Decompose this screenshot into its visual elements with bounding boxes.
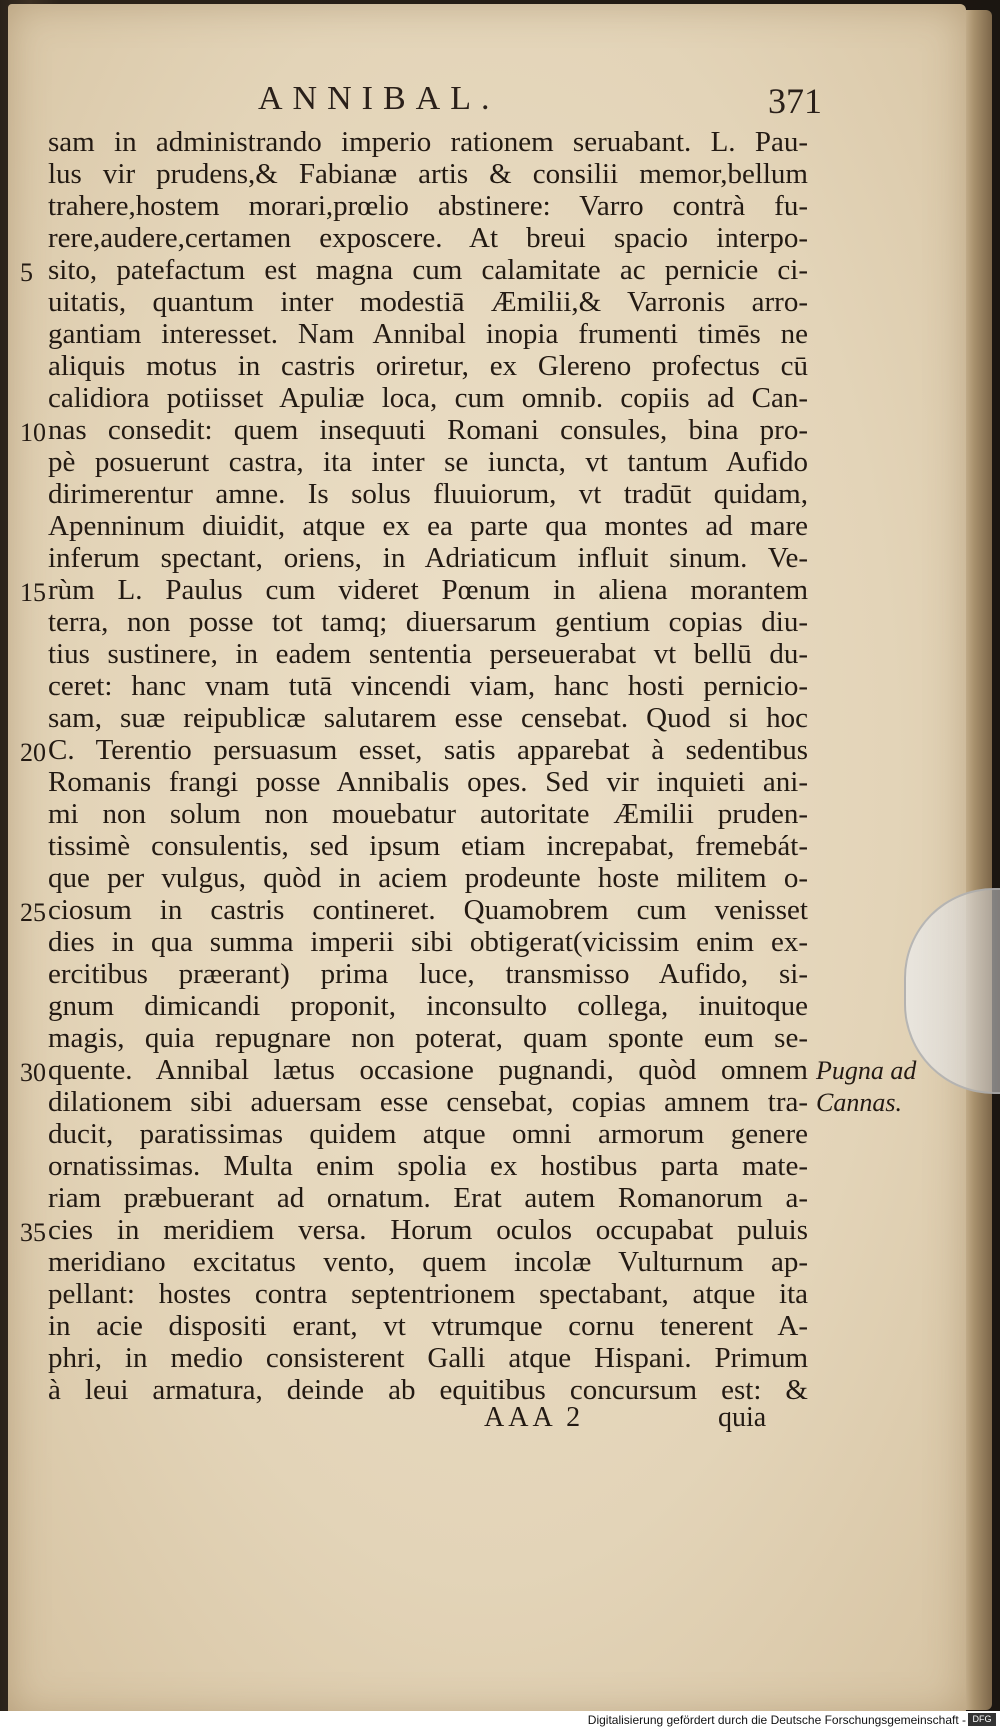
- text-line: pè posuerunt castra, ita inter se iuncta, vt tantum Aufido: [48, 446, 808, 478]
- line-number: 35: [20, 1218, 46, 1247]
- page-header: [50, 80, 850, 130]
- catchword: quia: [718, 1402, 767, 1433]
- text-line: tissimè consulentis, sed ipsum etiam increpabat, fremebát-: [48, 830, 808, 862]
- text-line: quente. Annibal lætus occasione pugnandi, quòd omnem: [48, 1054, 808, 1086]
- line-number: 15: [20, 578, 46, 607]
- text-line: trahere,hostem morari,prœlio abstinere: Varro contrà fu-: [48, 190, 808, 222]
- text-line: pellant: hostes contra septentrionem spectabant, atque ita: [48, 1278, 808, 1310]
- text-line: lus vir prudens,& Fabianæ artis & consilii memor,bellum: [48, 158, 808, 190]
- text-line: tius sustinere, in eadem sententia perseuerabat vt bellū du-: [48, 638, 808, 670]
- text-line: Romanis frangi posse Annibalis opes. Sed vir inquieti ani-: [48, 766, 808, 798]
- text-line: ercitibus præerant) prima luce, transmisso Aufido, si-: [48, 958, 808, 990]
- text-line: terra, non posse tot tamq; diuersarum gentium copias diu-: [48, 606, 808, 638]
- text-line: ciosum in castris contineret. Quamobrem cum venisset: [48, 894, 808, 926]
- line-number: 20: [20, 738, 46, 767]
- text-line: riam præbuerant ad ornatum. Erat autem Romanorum a-: [48, 1182, 808, 1214]
- line-number: 25: [20, 898, 46, 927]
- text-line: in acie dispositi erant, vt vtrumque cornu tenerent A-: [48, 1310, 808, 1342]
- text-line: ducit, paratissimas quidem atque omni armorum genere: [48, 1118, 808, 1150]
- page-number: 371: [768, 81, 822, 121]
- funding-credit: Digitalisierung gefördert durch die Deutsche Forschungsgemeinschaft -: [587, 1713, 966, 1727]
- main-text-block: [20, 126, 917, 1428]
- text-line: sam, suæ reipublicæ salutarem esse censebat. Quod si hoc: [48, 702, 808, 734]
- text-line: dies in qua summa imperii sibi obtigerat(vicissim enim ex-: [48, 926, 808, 958]
- text-line: que per vulgus, quòd in aciem prodeunte hoste militem o-: [48, 862, 808, 894]
- text-line: magis, quia repugnare non poterat, quam sponte eum se-: [48, 1022, 808, 1054]
- text-line: uitatis, quantum inter modestiā Æmilii,& Varronis arro-: [48, 286, 808, 318]
- text-line: inferum spectant, oriens, in Adriaticum influit sinum. Ve-: [48, 542, 808, 574]
- line-number: 30: [20, 1058, 46, 1087]
- text-line: mi non solum non mouebatur autoritate Æmilii pruden-: [48, 798, 808, 830]
- signature-mark: AAA 2: [484, 1402, 585, 1433]
- text-line: sito, patefactum est magna cum calamitate ac pernicie ci-: [48, 254, 808, 286]
- margin-note: Pugna ad: [816, 1056, 917, 1085]
- text-line: gantiam interesset. Nam Annibal inopia frumenti timēs ne: [48, 318, 808, 350]
- line-number: 5: [20, 258, 33, 287]
- text-line: C. Terentio persuasum esset, satis apparebat à sedentibus: [48, 734, 808, 766]
- text-line: dirimerentur amne. Is solus fluuiorum, vt tradūt quidam,: [48, 478, 808, 510]
- text-line: ceret: hanc vnam tutā vincendi viam, hanc hosti pernicio-: [48, 670, 808, 702]
- text-line: rùm L. Paulus cum videret Pœnum in aliena morantem: [48, 574, 808, 606]
- line-number: 10: [20, 418, 46, 447]
- page-fore-edge: [962, 10, 992, 1710]
- text-line: meridiano excitatus vento, quem incolæ Vulturnum ap-: [48, 1246, 808, 1278]
- text-line: sam in administrando imperio rationem seruabant. L. Pau-: [48, 126, 808, 158]
- text-line: gnum dimicandi proponit, inconsulto collega, inuitoque: [48, 990, 808, 1022]
- text-line: Apenninum diuidit, atque ex ea parte qua montes ad mare: [48, 510, 808, 542]
- text-line: ornatissimas. Multa enim spolia ex hostibus parta mate-: [48, 1150, 808, 1182]
- text-line: cies in meridiem versa. Horum oculos occupabat puluis: [48, 1214, 808, 1246]
- text-line: aliquis motus in castris oriretur, ex Glereno profectus cū: [48, 350, 808, 382]
- text-line: nas consedit: quem insequuti Romani consules, bina pro-: [48, 414, 808, 446]
- text-line: phri, in medio consisterent Galli atque Hispani. Primum: [48, 1342, 808, 1374]
- dfg-logo: DFG: [968, 1713, 996, 1726]
- text-line: calidiora potiisset Apuliæ loca, cum omnib. copiis ad Can-: [48, 382, 808, 414]
- text-line: à leui armatura, deinde ab equitibus concursum est: &: [48, 1374, 808, 1406]
- text-line: rere,audere,certamen exposcere. At breui spacio interpo-: [48, 222, 808, 254]
- text-line: dilationem sibi aduersam esse censebat, copias amnem tra-: [48, 1086, 808, 1118]
- margin-note: Cannas.: [816, 1088, 902, 1117]
- running-title: ANNIBAL.: [258, 80, 500, 117]
- footer-band: [0, 1711, 1000, 1729]
